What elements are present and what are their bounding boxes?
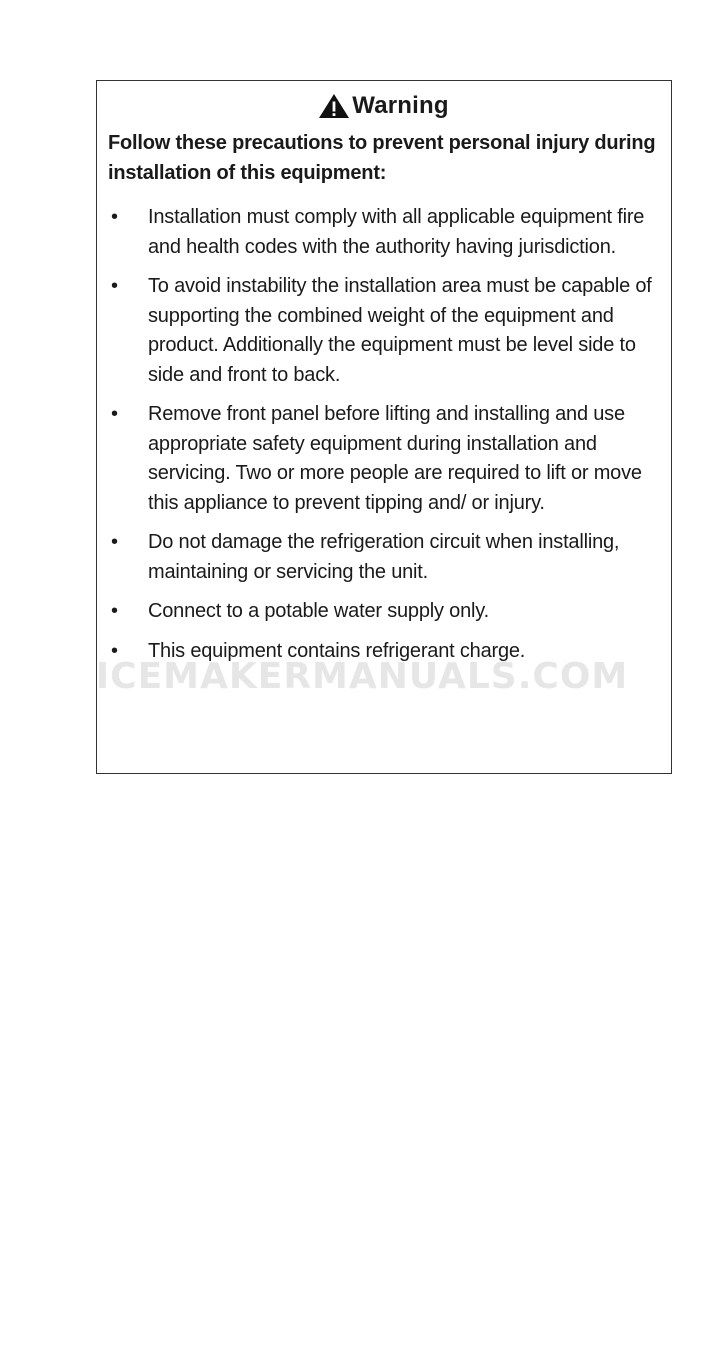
bullet-point: • bbox=[111, 275, 118, 297]
list-item bbox=[108, 597, 659, 627]
warning-title: Warning bbox=[352, 92, 449, 119]
precautions-list bbox=[108, 203, 659, 666]
list-item-text: Connect to a potable water supply only. bbox=[148, 600, 489, 622]
bullet-point: • bbox=[111, 639, 118, 662]
list-item bbox=[108, 637, 659, 667]
warning-intro: Follow these precautions to prevent personal injury during installation of this equipment: bbox=[108, 132, 656, 184]
list-item-text: Installation must comply with all applicable equipment fire and health codes with the authority having jurisdiction. bbox=[148, 206, 645, 258]
list-item-text: Remove front panel before lifting and installing and use appropriate safety equipment during installation and servicing. Two or more people are required to lift or move this appliance to prevent tipping and/ or injury. bbox=[148, 403, 642, 514]
bullet-point: • bbox=[111, 403, 118, 425]
bullet-point: • bbox=[111, 206, 118, 228]
warning-box bbox=[96, 80, 672, 774]
list-item bbox=[108, 528, 659, 587]
bullet-point: • bbox=[111, 600, 118, 622]
bullet-point: • bbox=[111, 531, 118, 553]
warning-triangle-icon bbox=[318, 93, 350, 119]
list-item bbox=[108, 272, 659, 390]
list-item-text: To avoid instability the installation area must be capable of supporting the combined weight of the equipment and product. Additionally the equipment must be level side to side and front to back. bbox=[148, 275, 652, 386]
warning-title-row bbox=[108, 90, 659, 122]
watermark: ICEMAKERMANUALS.COM bbox=[95, 656, 629, 697]
list-item-text: Do not damage the refrigeration circuit when installing, maintaining or servicing the unit. bbox=[148, 531, 620, 583]
list-item-text: This equipment contains refrigerant charge. bbox=[148, 639, 526, 662]
list-item bbox=[108, 400, 659, 518]
list-item bbox=[108, 203, 659, 262]
